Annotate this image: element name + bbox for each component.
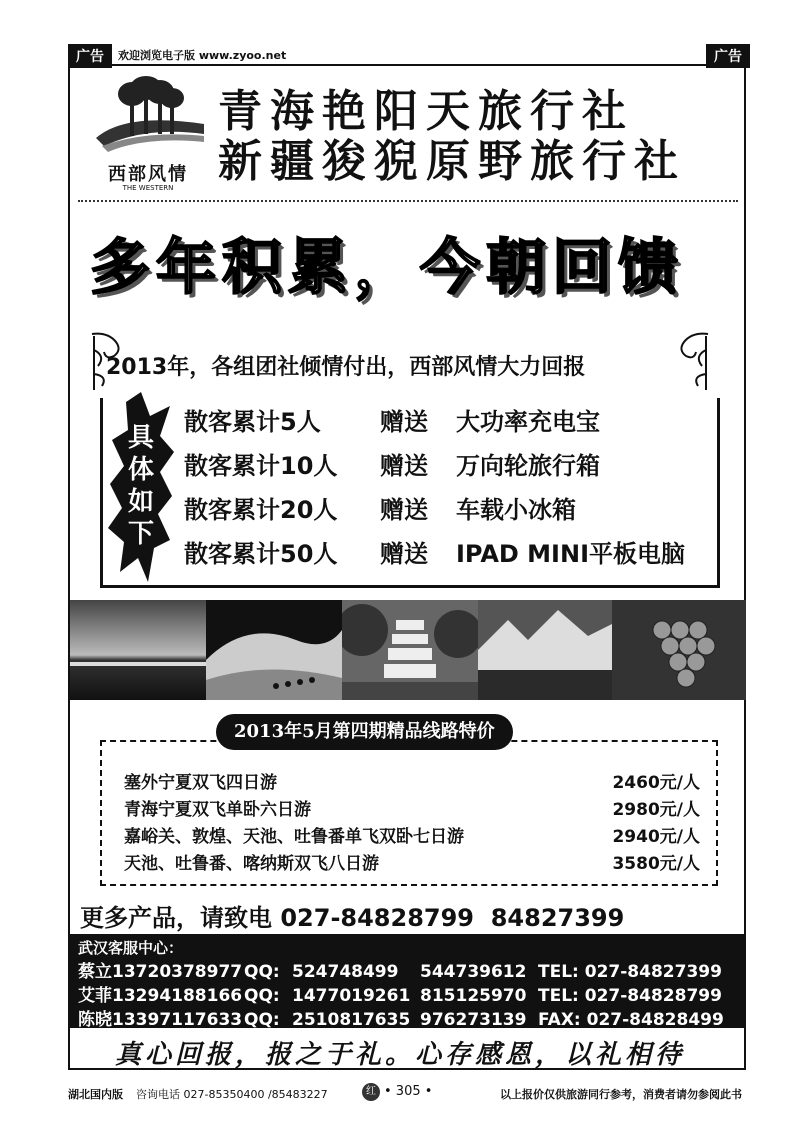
gift-list xyxy=(184,400,714,576)
promo-badge: 具体如下 xyxy=(127,423,154,549)
header-line1: 青海艳阳天旅行社 xyxy=(218,86,634,137)
route-name: 青海宁夏双飞单卧六日游 xyxy=(124,800,311,820)
route-price: 2460元/人 xyxy=(612,773,700,793)
gift-action: 赠送 xyxy=(380,408,428,436)
route-price: 3580元/人 xyxy=(612,854,700,874)
qq-number: 976273139 xyxy=(420,1010,527,1030)
service-title: 武汉客服中心： xyxy=(78,939,184,957)
qq-label: QQ: xyxy=(244,986,280,1006)
contact-name: 蔡立13720378977 xyxy=(78,962,243,982)
route-price: 2940元/人 xyxy=(612,827,700,847)
gift-row xyxy=(184,400,714,444)
route-item xyxy=(124,797,700,824)
routes-list xyxy=(124,770,700,878)
gift-row xyxy=(184,532,714,576)
route-item xyxy=(124,770,700,797)
trees-logo-icon xyxy=(86,76,210,156)
contact-name: 艾菲13294188166 xyxy=(78,986,243,1006)
header-divider xyxy=(78,200,738,202)
contact-tel: TEL: 027-84827399 xyxy=(538,962,722,982)
gift-item: 车载小冰箱 xyxy=(456,496,576,524)
footer-phone: 咨询电话 027-85350400 /85483227 xyxy=(136,1088,328,1101)
page-number: • 305 • xyxy=(384,1084,433,1099)
contact-row xyxy=(78,1008,742,1032)
slogan: 多年积累，今朝回馈 xyxy=(90,233,684,303)
gift-action: 赠送 xyxy=(380,496,428,524)
route-item xyxy=(124,851,700,878)
more-products-phone: 更多产品，请致电 027-84828799 84827399 xyxy=(80,904,625,932)
badge-burst xyxy=(108,392,174,582)
qq-number: 544739612 xyxy=(420,962,527,982)
footer-edition: 湖北国内版 xyxy=(68,1088,123,1101)
contact-name: 陈晓13397117633 xyxy=(78,1010,243,1030)
header-line2: 新疆狻猊原野旅行社 xyxy=(218,136,686,187)
qq-number: 815125970 xyxy=(420,986,527,1006)
photo-pagoda xyxy=(342,600,478,700)
route-name: 天池、吐鲁番、喀纳斯双飞八日游 xyxy=(124,854,379,874)
gift-condition: 散客累计50人 xyxy=(184,540,338,568)
route-name: 嘉峪关、敦煌、天池、吐鲁番单飞双卧七日游 xyxy=(124,827,464,847)
photo-grapes xyxy=(612,600,746,700)
company-logo xyxy=(86,76,210,192)
ad-label-left: 广告 xyxy=(68,44,112,68)
routes-title: 2013年5月第四期精品线路特价 xyxy=(216,714,513,750)
ad-label-right: 广告 xyxy=(706,44,750,68)
contact-list xyxy=(78,960,742,1032)
qq-label: QQ: xyxy=(244,962,280,982)
qq-number: 524748499 xyxy=(292,962,399,982)
promo-title: 2013年，各组团社倾情付出，西部风情大力回报 xyxy=(106,355,586,380)
photo-desert-camels xyxy=(206,600,342,700)
gift-condition: 散客累计5人 xyxy=(184,408,321,436)
photo-mountains xyxy=(478,600,612,700)
qq-number: 2510817635 xyxy=(292,1010,411,1030)
contact-fax: FAX: 027-84828499 xyxy=(538,1010,724,1030)
route-price: 2980元/人 xyxy=(612,800,700,820)
gift-item: 万向轮旅行箱 xyxy=(456,452,600,480)
gift-item: 大功率充电宝 xyxy=(456,408,600,436)
welcome-text: 欢迎浏览电子版 www.zyoo.net xyxy=(118,49,287,62)
gift-condition: 散客累计20人 xyxy=(184,496,338,524)
logo-sub: THE WESTERN xyxy=(122,184,174,192)
page-badge-icon: 红 xyxy=(362,1083,380,1101)
logo-name: 西部风情 xyxy=(108,164,188,185)
gift-condition: 散客累计10人 xyxy=(184,452,338,480)
motto: 真心回报，报之于礼。心存感恩，以礼相待 xyxy=(114,1040,685,1070)
qq-number: 1477019261 xyxy=(292,986,411,1006)
qq-label: QQ: xyxy=(244,1010,280,1030)
contact-tel: TEL: 027-84828799 xyxy=(538,986,722,1006)
gift-action: 赠送 xyxy=(380,540,428,568)
contact-row xyxy=(78,984,742,1008)
gift-row xyxy=(184,488,714,532)
route-name: 塞外宁夏双飞四日游 xyxy=(124,773,277,793)
photo-lake xyxy=(70,600,206,700)
gift-action: 赠送 xyxy=(380,452,428,480)
route-item xyxy=(124,824,700,851)
gift-row xyxy=(184,444,714,488)
footer-note: 以上报价仅供旅游同行参考，消费者请勿参阅此书 xyxy=(500,1088,742,1101)
ornament-right-icon xyxy=(670,330,714,392)
gift-item: IPAD MINI平板电脑 xyxy=(456,540,685,568)
contact-row xyxy=(78,960,742,984)
